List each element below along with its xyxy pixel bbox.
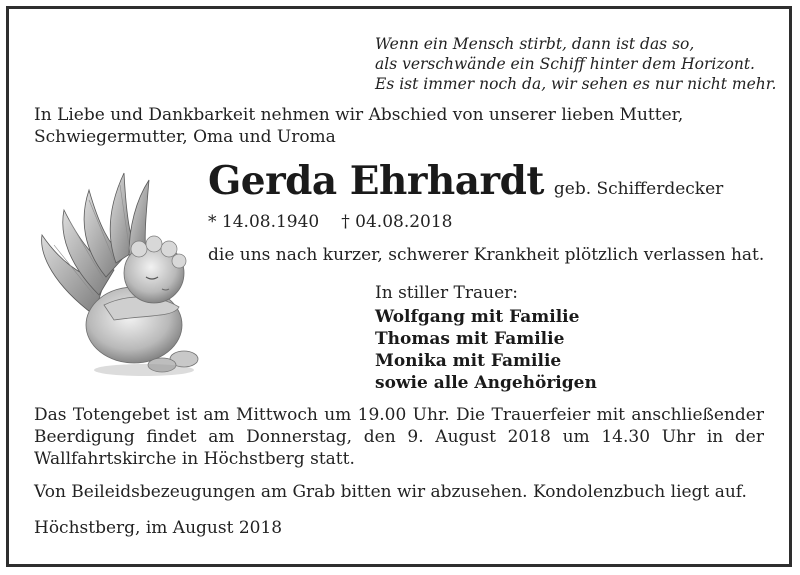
condolence-note: Von Beileidsbezeugungen am Grab bitten wir abzusehen. Kondolenzbuch liegt auf.: [34, 482, 747, 502]
intro-line-1: In Liebe und Dankbarkeit nehmen wir Abschied von unserer lieben Mutter,: [34, 105, 684, 125]
birth-date: * 14.08.1940: [208, 212, 320, 232]
poem: [375, 34, 776, 94]
farewell-text: die uns nach kurzer, schwerer Krankheit plötzlich verlassen hat.: [208, 245, 765, 265]
intro-text: [34, 104, 683, 148]
mourner-4: sowie alle Angehörigen: [375, 373, 597, 393]
death-date: † 04.08.2018: [341, 212, 453, 232]
mourner-3: Monika mit Familie: [375, 351, 562, 371]
poem-line-1: Wenn ein Mensch stirbt, dann ist das so,: [375, 35, 695, 53]
mourners-list: [375, 306, 597, 394]
deceased-name: Gerda Ehrhardt: [208, 158, 544, 204]
poem-line-2: als verschwände ein Schiff hinter dem Horizont.: [375, 55, 755, 73]
life-dates: [208, 212, 453, 232]
sleeping-angel-icon: [34, 165, 204, 380]
mourner-1: Wolfgang mit Familie: [375, 307, 580, 327]
place-date: Höchstberg, im August 2018: [34, 518, 283, 538]
deceased-name-line: [208, 158, 723, 204]
mourning-heading: In stiller Trauer:: [375, 283, 518, 303]
mourner-2: Thomas mit Familie: [375, 329, 565, 349]
maiden-name: geb. Schifferdecker: [553, 179, 724, 199]
intro-line-2: Schwiegermutter, Oma und Uroma: [34, 127, 336, 147]
poem-line-3: Es ist immer noch da, wir sehen es nur nicht mehr.: [375, 75, 777, 93]
service-notice: Das Totengebet ist am Mittwoch um 19.00 Uhr. Die Trauerfeier mit anschließender Beerdigung findet am Donnerstag, den 9. August 2018 um 14.30 Uhr in der Wallfahrtskirche in Höchstberg statt.: [34, 405, 764, 469]
